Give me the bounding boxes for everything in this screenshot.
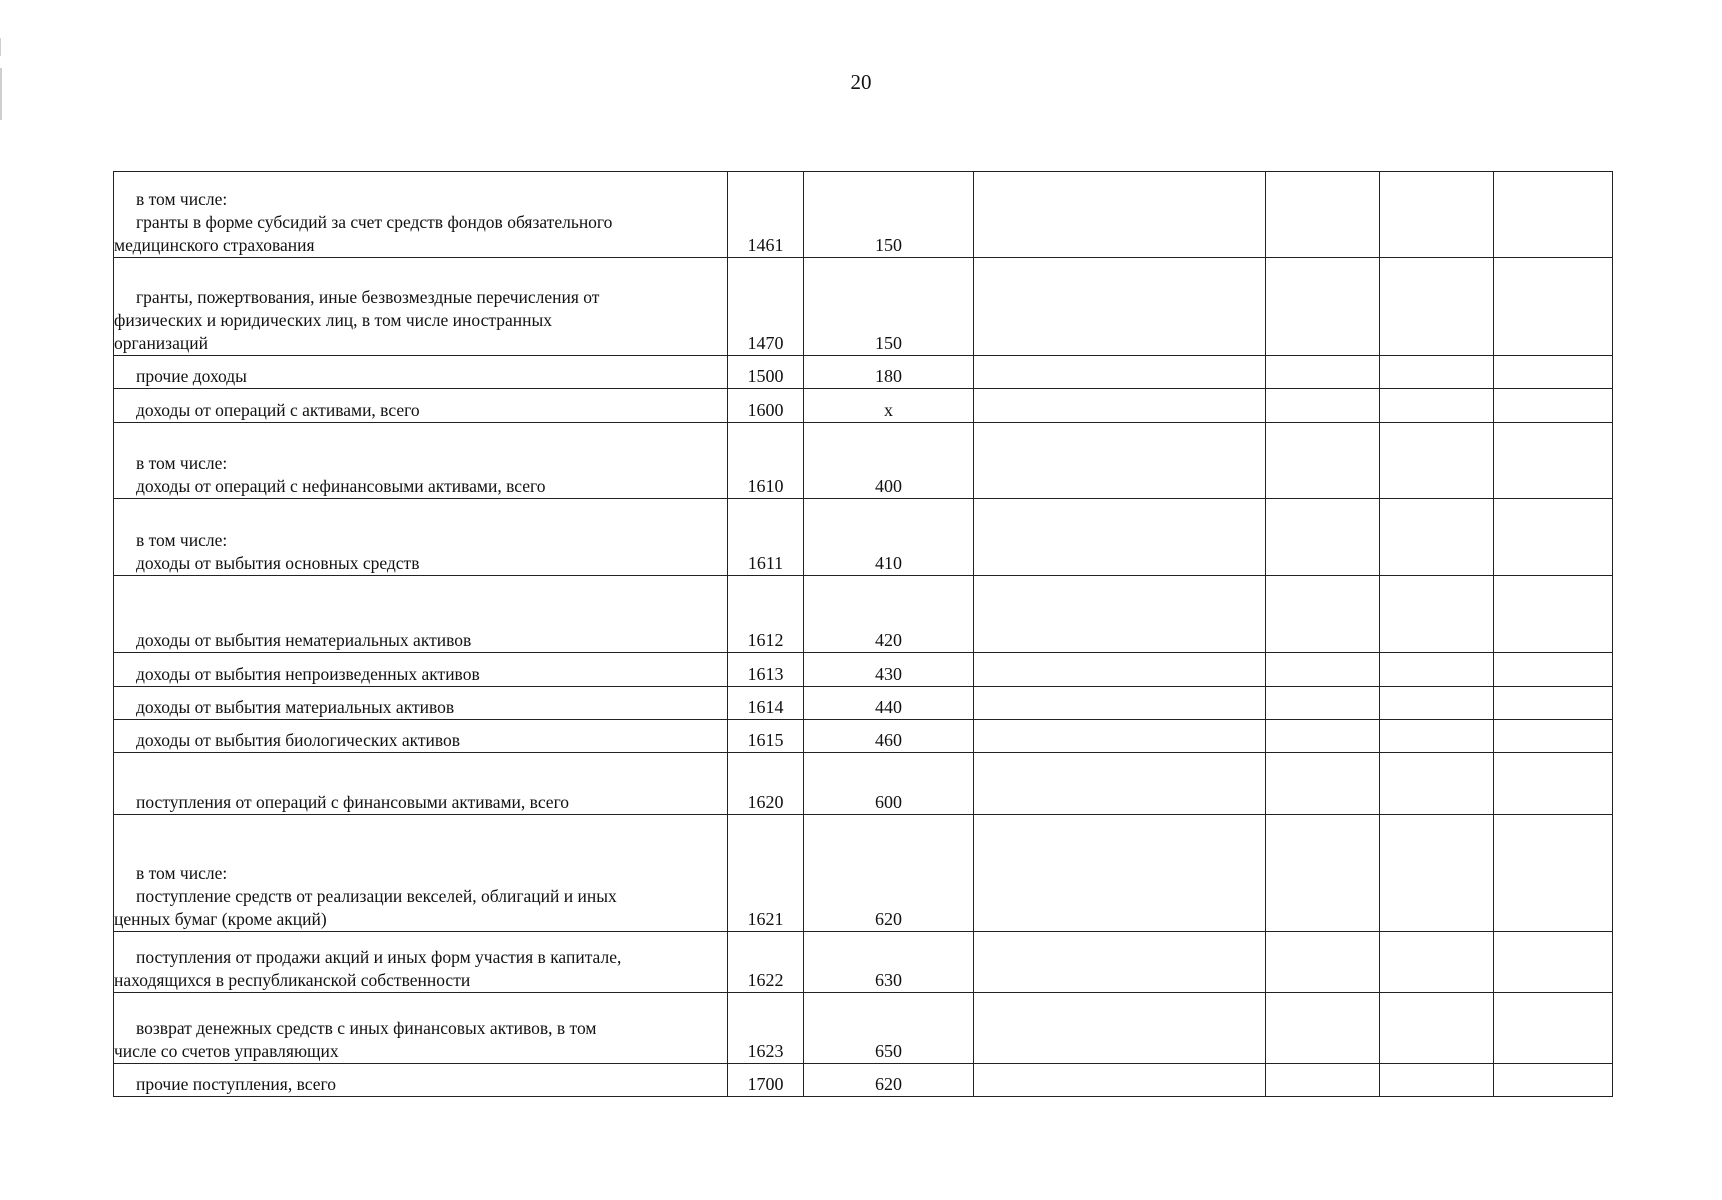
empty-value-cell <box>974 356 1266 389</box>
table-row <box>114 720 1613 753</box>
empty-value-cell <box>974 815 1266 932</box>
empty-value-cell <box>1380 687 1494 720</box>
row-article-code: 440 <box>804 687 974 720</box>
description-line: доходы от выбытия основных средств <box>136 553 420 573</box>
empty-value-cell <box>1380 720 1494 753</box>
row-article-code: 410 <box>804 499 974 576</box>
table-row <box>114 687 1613 720</box>
row-article-code: 620 <box>804 1064 974 1097</box>
description-line: гранты в форме субсидий за счет средств фондов обязательного <box>136 212 613 232</box>
empty-value-cell <box>1380 993 1494 1064</box>
empty-value-cell <box>1494 499 1613 576</box>
description-line: прочие доходы <box>136 366 247 386</box>
description-line: в том числе: <box>136 189 228 209</box>
table-row <box>114 1064 1613 1097</box>
row-code: 1621 <box>728 815 804 932</box>
empty-value-cell <box>974 499 1266 576</box>
empty-value-cell <box>1266 389 1380 423</box>
empty-value-cell <box>1266 499 1380 576</box>
row-description <box>114 499 728 576</box>
empty-value-cell <box>1266 356 1380 389</box>
empty-value-cell <box>1380 172 1494 258</box>
empty-value-cell <box>1494 1064 1613 1097</box>
description-line: доходы от выбытия непроизведенных активов <box>136 664 480 684</box>
description-line: доходы от операций с нефинансовыми активами, всего <box>136 476 546 496</box>
table-row <box>114 389 1613 423</box>
row-article-code: 600 <box>804 753 974 815</box>
row-description <box>114 423 728 499</box>
empty-value-cell <box>1380 653 1494 687</box>
empty-value-cell <box>974 687 1266 720</box>
empty-value-cell <box>1266 258 1380 356</box>
row-description <box>114 932 728 993</box>
row-code: 1500 <box>728 356 804 389</box>
row-code: 1611 <box>728 499 804 576</box>
table-row <box>114 815 1613 932</box>
empty-value-cell <box>1494 993 1613 1064</box>
row-code: 1613 <box>728 653 804 687</box>
row-code: 1461 <box>728 172 804 258</box>
scan-edge-mark-top <box>0 38 1 56</box>
empty-value-cell <box>974 389 1266 423</box>
empty-value-cell <box>1266 753 1380 815</box>
description-line: физических и юридических лиц, в том числе иностранных <box>114 310 552 330</box>
empty-value-cell <box>974 576 1266 653</box>
description-line: доходы от выбытия биологических активов <box>136 730 461 750</box>
empty-value-cell <box>1380 389 1494 423</box>
row-article-code: 630 <box>804 932 974 993</box>
empty-value-cell <box>1494 258 1613 356</box>
empty-value-cell <box>1380 932 1494 993</box>
empty-value-cell <box>974 258 1266 356</box>
row-description <box>114 258 728 356</box>
row-description <box>114 687 728 720</box>
row-code: 1612 <box>728 576 804 653</box>
table-row <box>114 172 1613 258</box>
row-description <box>114 356 728 389</box>
empty-value-cell <box>1380 815 1494 932</box>
row-description <box>114 389 728 423</box>
empty-value-cell <box>1494 687 1613 720</box>
page-number: 20 <box>850 70 872 94</box>
row-description <box>114 1064 728 1097</box>
empty-value-cell <box>1266 1064 1380 1097</box>
table-row <box>114 258 1613 356</box>
row-description <box>114 993 728 1064</box>
row-code: 1615 <box>728 720 804 753</box>
row-code: 1700 <box>728 1064 804 1097</box>
description-line: поступления от продажи акций и иных форм участия в капитале, <box>136 947 622 967</box>
row-article-code: 650 <box>804 993 974 1064</box>
description-line: гранты, пожертвования, иные безвозмездные перечисления от <box>136 287 600 307</box>
empty-value-cell <box>1494 423 1613 499</box>
table-row <box>114 653 1613 687</box>
table-body <box>114 172 1613 1097</box>
empty-value-cell <box>974 993 1266 1064</box>
empty-value-cell <box>974 753 1266 815</box>
empty-value-cell <box>1266 653 1380 687</box>
empty-value-cell <box>1266 932 1380 993</box>
row-code: 1610 <box>728 423 804 499</box>
row-code: 1620 <box>728 753 804 815</box>
empty-value-cell <box>1494 932 1613 993</box>
row-article-code: 180 <box>804 356 974 389</box>
table-row <box>114 356 1613 389</box>
row-code: 1622 <box>728 932 804 993</box>
empty-value-cell <box>974 423 1266 499</box>
row-description <box>114 576 728 653</box>
description-line: возврат денежных средств с иных финансовых активов, в том <box>136 1018 597 1038</box>
table-row <box>114 993 1613 1064</box>
row-code: 1470 <box>728 258 804 356</box>
empty-value-cell <box>1380 258 1494 356</box>
table-row <box>114 576 1613 653</box>
empty-value-cell <box>1266 720 1380 753</box>
empty-value-cell <box>1380 753 1494 815</box>
description-line: доходы от операций с активами, всего <box>136 400 420 420</box>
description-line: ценных бумаг (кроме акций) <box>114 909 327 929</box>
empty-value-cell <box>1266 423 1380 499</box>
description-line: доходы от выбытия материальных активов <box>136 697 455 717</box>
row-article-code: 150 <box>804 172 974 258</box>
empty-value-cell <box>1380 356 1494 389</box>
empty-value-cell <box>974 653 1266 687</box>
table-row <box>114 499 1613 576</box>
empty-value-cell <box>974 720 1266 753</box>
empty-value-cell <box>1494 720 1613 753</box>
description-line: медицинского страхования <box>114 235 315 255</box>
row-article-code: 420 <box>804 576 974 653</box>
row-article-code: х <box>804 389 974 423</box>
empty-value-cell <box>1494 389 1613 423</box>
empty-value-cell <box>974 1064 1266 1097</box>
empty-value-cell <box>1266 815 1380 932</box>
row-article-code: 620 <box>804 815 974 932</box>
table-row <box>114 932 1613 993</box>
description-line: прочие поступления, всего <box>136 1074 337 1094</box>
empty-value-cell <box>1494 653 1613 687</box>
description-line: в том числе: <box>136 453 228 473</box>
empty-value-cell <box>1380 499 1494 576</box>
description-line: поступления от операций с финансовыми активами, всего <box>136 792 570 812</box>
empty-value-cell <box>974 932 1266 993</box>
empty-value-cell <box>1380 576 1494 653</box>
row-article-code: 150 <box>804 258 974 356</box>
empty-value-cell <box>974 172 1266 258</box>
description-line: числе со счетов управляющих <box>114 1041 339 1061</box>
row-description <box>114 720 728 753</box>
table-row <box>114 753 1613 815</box>
empty-value-cell <box>1494 576 1613 653</box>
description-line: находящихся в республиканской собственности <box>114 970 471 990</box>
row-article-code: 430 <box>804 653 974 687</box>
description-line: в том числе: <box>136 530 228 550</box>
description-line: в том числе: <box>136 863 228 883</box>
income-table <box>113 171 1613 1097</box>
empty-value-cell <box>1266 687 1380 720</box>
empty-value-cell <box>1380 1064 1494 1097</box>
row-article-code: 460 <box>804 720 974 753</box>
row-description <box>114 753 728 815</box>
row-code: 1623 <box>728 993 804 1064</box>
table-row <box>114 423 1613 499</box>
description-line: поступление средств от реализации векселей, облигаций и иных <box>136 886 617 906</box>
row-code: 1614 <box>728 687 804 720</box>
empty-value-cell <box>1380 423 1494 499</box>
empty-value-cell <box>1494 753 1613 815</box>
description-line: организаций <box>114 333 208 353</box>
empty-value-cell <box>1266 172 1380 258</box>
empty-value-cell <box>1494 172 1613 258</box>
empty-value-cell <box>1266 993 1380 1064</box>
row-description <box>114 172 728 258</box>
empty-value-cell <box>1266 576 1380 653</box>
row-description <box>114 815 728 932</box>
row-article-code: 400 <box>804 423 974 499</box>
empty-value-cell <box>1494 815 1613 932</box>
row-description <box>114 653 728 687</box>
empty-value-cell <box>1494 356 1613 389</box>
description-line: доходы от выбытия нематериальных активов <box>136 630 472 650</box>
row-code: 1600 <box>728 389 804 423</box>
